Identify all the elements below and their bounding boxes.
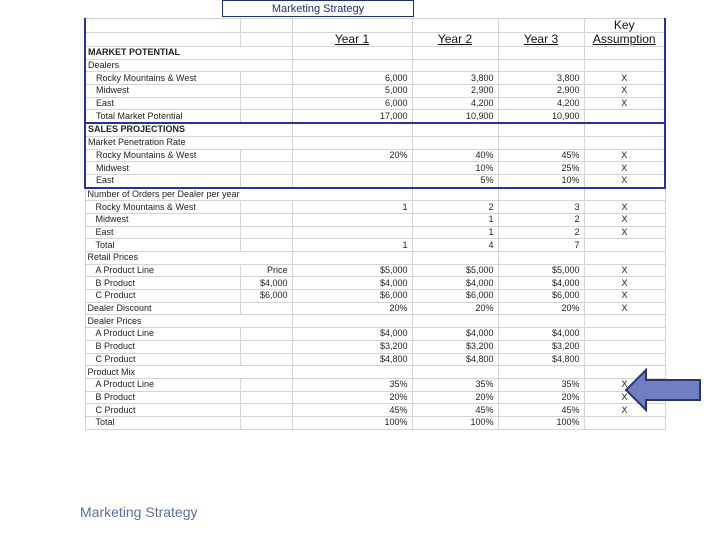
year3-header: Year 3 bbox=[498, 33, 584, 47]
year1-value: 5,000 bbox=[292, 85, 412, 98]
year2-value: $4,800 bbox=[412, 353, 498, 366]
row-price bbox=[240, 201, 292, 214]
row-price: Price bbox=[240, 264, 292, 277]
year2-value: 100% bbox=[412, 416, 498, 429]
year2-value: 10% bbox=[412, 162, 498, 175]
year1-value: $4,000 bbox=[292, 328, 412, 341]
key-assumption-mark: X bbox=[584, 302, 665, 315]
row-label: Midwest bbox=[85, 162, 240, 175]
row-price: $4,000 bbox=[240, 277, 292, 290]
key-assumption-mark: X bbox=[584, 201, 665, 214]
slide-title: Marketing Strategy bbox=[222, 0, 414, 17]
row-label: Midwest bbox=[85, 85, 240, 98]
row-label: B Product bbox=[85, 277, 240, 290]
year2-value: 1 bbox=[412, 213, 498, 226]
table-row bbox=[85, 162, 665, 175]
group-penetration: Market Penetration Rate bbox=[85, 136, 292, 149]
year2-value: $6,000 bbox=[412, 290, 498, 303]
row-price bbox=[240, 162, 292, 175]
section-row bbox=[85, 47, 665, 60]
year3-value: $3,200 bbox=[498, 340, 584, 353]
table-row bbox=[85, 277, 665, 290]
key-assumption-mark: X bbox=[584, 290, 665, 303]
table-row bbox=[85, 353, 665, 366]
row-price bbox=[240, 404, 292, 417]
group-row bbox=[85, 252, 665, 265]
key-assumption-mark bbox=[584, 239, 665, 252]
year3-value: 45% bbox=[498, 149, 584, 162]
key-assumption-mark: X bbox=[584, 277, 665, 290]
row-price bbox=[240, 353, 292, 366]
key-assumption-mark bbox=[584, 353, 665, 366]
key-assumption-mark bbox=[584, 328, 665, 341]
year2-value: 40% bbox=[412, 149, 498, 162]
year3-value: 10% bbox=[498, 174, 584, 187]
table-row bbox=[85, 404, 665, 417]
back-arrow-shape bbox=[626, 370, 700, 410]
row-price bbox=[240, 302, 292, 315]
year3-value: 100% bbox=[498, 416, 584, 429]
row-label: East bbox=[85, 174, 240, 187]
row-price bbox=[240, 85, 292, 98]
year2-value: 45% bbox=[412, 404, 498, 417]
year2-value: 3,800 bbox=[412, 72, 498, 85]
section-sales-projections: SALES PROJECTIONS bbox=[85, 123, 292, 136]
row-label: A Product Line bbox=[85, 264, 240, 277]
key-assumption-mark: X bbox=[584, 391, 665, 404]
row-label: Total bbox=[85, 416, 240, 429]
year3-value: 7 bbox=[498, 239, 584, 252]
table-row bbox=[85, 391, 665, 404]
group-row bbox=[85, 366, 665, 379]
row-price bbox=[240, 110, 292, 123]
row-label: East bbox=[85, 226, 240, 239]
key-assumption-mark: X bbox=[584, 404, 665, 417]
year3-value: $4,800 bbox=[498, 353, 584, 366]
key-assumption-mark: X bbox=[584, 174, 665, 187]
year2-value: 5% bbox=[412, 174, 498, 187]
year1-value bbox=[292, 174, 412, 187]
assumption-header: Assumption bbox=[584, 33, 665, 47]
row-label: C Product bbox=[85, 404, 240, 417]
year2-header: Year 2 bbox=[412, 33, 498, 47]
table-row bbox=[85, 201, 665, 214]
group-product-mix: Product Mix bbox=[85, 366, 292, 379]
table-row bbox=[85, 226, 665, 239]
group-dealers: Dealers bbox=[85, 59, 292, 72]
year3-value: 20% bbox=[498, 391, 584, 404]
year3-value: 2,900 bbox=[498, 85, 584, 98]
year1-value: 100% bbox=[292, 416, 412, 429]
key-assumption-mark bbox=[584, 110, 665, 123]
year3-value: 4,200 bbox=[498, 97, 584, 110]
row-label: A Product Line bbox=[85, 378, 240, 391]
year2-value: $5,000 bbox=[412, 264, 498, 277]
year2-value: 20% bbox=[412, 391, 498, 404]
year3-value: 25% bbox=[498, 162, 584, 175]
assumptions-spreadsheet bbox=[84, 18, 666, 430]
year2-value: $3,200 bbox=[412, 340, 498, 353]
row-label: Total Market Potential bbox=[85, 110, 240, 123]
back-arrow-icon[interactable] bbox=[624, 368, 704, 412]
key-assumption-mark: X bbox=[584, 72, 665, 85]
year1-value: $6,000 bbox=[292, 290, 412, 303]
year2-value: 4,200 bbox=[412, 97, 498, 110]
table-row bbox=[85, 378, 665, 391]
footer-label: Marketing Strategy bbox=[80, 504, 198, 520]
year2-value: 2,900 bbox=[412, 85, 498, 98]
year3-value: 2 bbox=[498, 213, 584, 226]
year1-value: 35% bbox=[292, 378, 412, 391]
year1-value bbox=[292, 162, 412, 175]
year1-value bbox=[292, 226, 412, 239]
year3-value: $4,000 bbox=[498, 328, 584, 341]
row-price bbox=[240, 328, 292, 341]
year1-value: $3,200 bbox=[292, 340, 412, 353]
row-price bbox=[240, 72, 292, 85]
key-assumption-mark: X bbox=[584, 97, 665, 110]
row-label: Rocky Mountains & West bbox=[85, 149, 240, 162]
key-assumption-mark: X bbox=[584, 213, 665, 226]
year1-value: $4,000 bbox=[292, 277, 412, 290]
table-row bbox=[85, 328, 665, 341]
row-label: Dealer Discount bbox=[85, 302, 240, 315]
row-price: $6,000 bbox=[240, 290, 292, 303]
year2-value: $4,000 bbox=[412, 277, 498, 290]
row-label: A Product Line bbox=[85, 328, 240, 341]
table-row bbox=[85, 340, 665, 353]
table-row bbox=[85, 85, 665, 98]
year3-value: 3,800 bbox=[498, 72, 584, 85]
key-assumption-mark: X bbox=[584, 162, 665, 175]
group-row bbox=[85, 136, 665, 149]
row-label: C Product bbox=[85, 353, 240, 366]
key-header: Key bbox=[584, 19, 665, 33]
table-row bbox=[85, 149, 665, 162]
year3-value: $4,000 bbox=[498, 277, 584, 290]
row-price bbox=[240, 239, 292, 252]
key-assumption-mark: X bbox=[584, 149, 665, 162]
group-row bbox=[85, 315, 665, 328]
year2-value: 10,900 bbox=[412, 110, 498, 123]
table-row bbox=[85, 213, 665, 226]
year2-value: 35% bbox=[412, 378, 498, 391]
section-market-potential: MARKET POTENTIAL bbox=[85, 47, 292, 60]
key-assumption-mark bbox=[584, 340, 665, 353]
year3-value: 20% bbox=[498, 302, 584, 315]
key-assumption-mark: X bbox=[584, 264, 665, 277]
group-dealer-prices: Dealer Prices bbox=[85, 315, 292, 328]
row-price bbox=[240, 378, 292, 391]
year2-value: $4,000 bbox=[412, 328, 498, 341]
row-label: B Product bbox=[85, 340, 240, 353]
key-assumption-mark: X bbox=[584, 378, 665, 391]
row-label: Rocky Mountains & West bbox=[85, 201, 240, 214]
year2-value: 20% bbox=[412, 302, 498, 315]
table-row bbox=[85, 302, 665, 315]
year1-value: 6,000 bbox=[292, 72, 412, 85]
table-row bbox=[85, 264, 665, 277]
row-price bbox=[240, 213, 292, 226]
year1-value: 6,000 bbox=[292, 97, 412, 110]
table-row bbox=[85, 72, 665, 85]
year3-value: $6,000 bbox=[498, 290, 584, 303]
year3-value: 45% bbox=[498, 404, 584, 417]
key-assumption-mark: X bbox=[584, 226, 665, 239]
row-price bbox=[240, 391, 292, 404]
table-row bbox=[85, 416, 665, 429]
row-price bbox=[240, 226, 292, 239]
year2-value: 4 bbox=[412, 239, 498, 252]
table-row bbox=[85, 174, 665, 187]
group-orders: Number of Orders per Dealer per year bbox=[85, 188, 412, 201]
row-label: Rocky Mountains & West bbox=[85, 72, 240, 85]
year3-value: 35% bbox=[498, 378, 584, 391]
year1-value: 20% bbox=[292, 391, 412, 404]
group-row bbox=[85, 59, 665, 72]
row-label: Total bbox=[85, 239, 240, 252]
section-row bbox=[85, 123, 665, 136]
group-row bbox=[85, 188, 665, 201]
row-label: East bbox=[85, 97, 240, 110]
year3-value: 10,900 bbox=[498, 110, 584, 123]
header-row bbox=[85, 33, 665, 47]
year1-value: 1 bbox=[292, 239, 412, 252]
row-label: C Product bbox=[85, 290, 240, 303]
table-row bbox=[85, 110, 665, 123]
year3-value: 3 bbox=[498, 201, 584, 214]
year1-header: Year 1 bbox=[292, 33, 412, 47]
key-assumption-mark bbox=[584, 416, 665, 429]
row-price bbox=[240, 340, 292, 353]
year1-value bbox=[292, 213, 412, 226]
year1-value: $5,000 bbox=[292, 264, 412, 277]
group-retail: Retail Prices bbox=[85, 252, 292, 265]
year1-value: 1 bbox=[292, 201, 412, 214]
row-price bbox=[240, 97, 292, 110]
year1-value: 20% bbox=[292, 302, 412, 315]
year1-value: 45% bbox=[292, 404, 412, 417]
table-row bbox=[85, 239, 665, 252]
year2-value: 2 bbox=[412, 201, 498, 214]
year3-value: 2 bbox=[498, 226, 584, 239]
row-price bbox=[240, 416, 292, 429]
header-row-key bbox=[85, 19, 665, 33]
year3-value: $5,000 bbox=[498, 264, 584, 277]
year2-value: 1 bbox=[412, 226, 498, 239]
row-label: B Product bbox=[85, 391, 240, 404]
key-assumption-mark: X bbox=[584, 85, 665, 98]
year1-value: $4,800 bbox=[292, 353, 412, 366]
year1-value: 17,000 bbox=[292, 110, 412, 123]
table-row bbox=[85, 97, 665, 110]
row-price bbox=[240, 174, 292, 187]
table-row bbox=[85, 290, 665, 303]
year1-value: 20% bbox=[292, 149, 412, 162]
row-label: Midwest bbox=[85, 213, 240, 226]
row-price bbox=[240, 149, 292, 162]
